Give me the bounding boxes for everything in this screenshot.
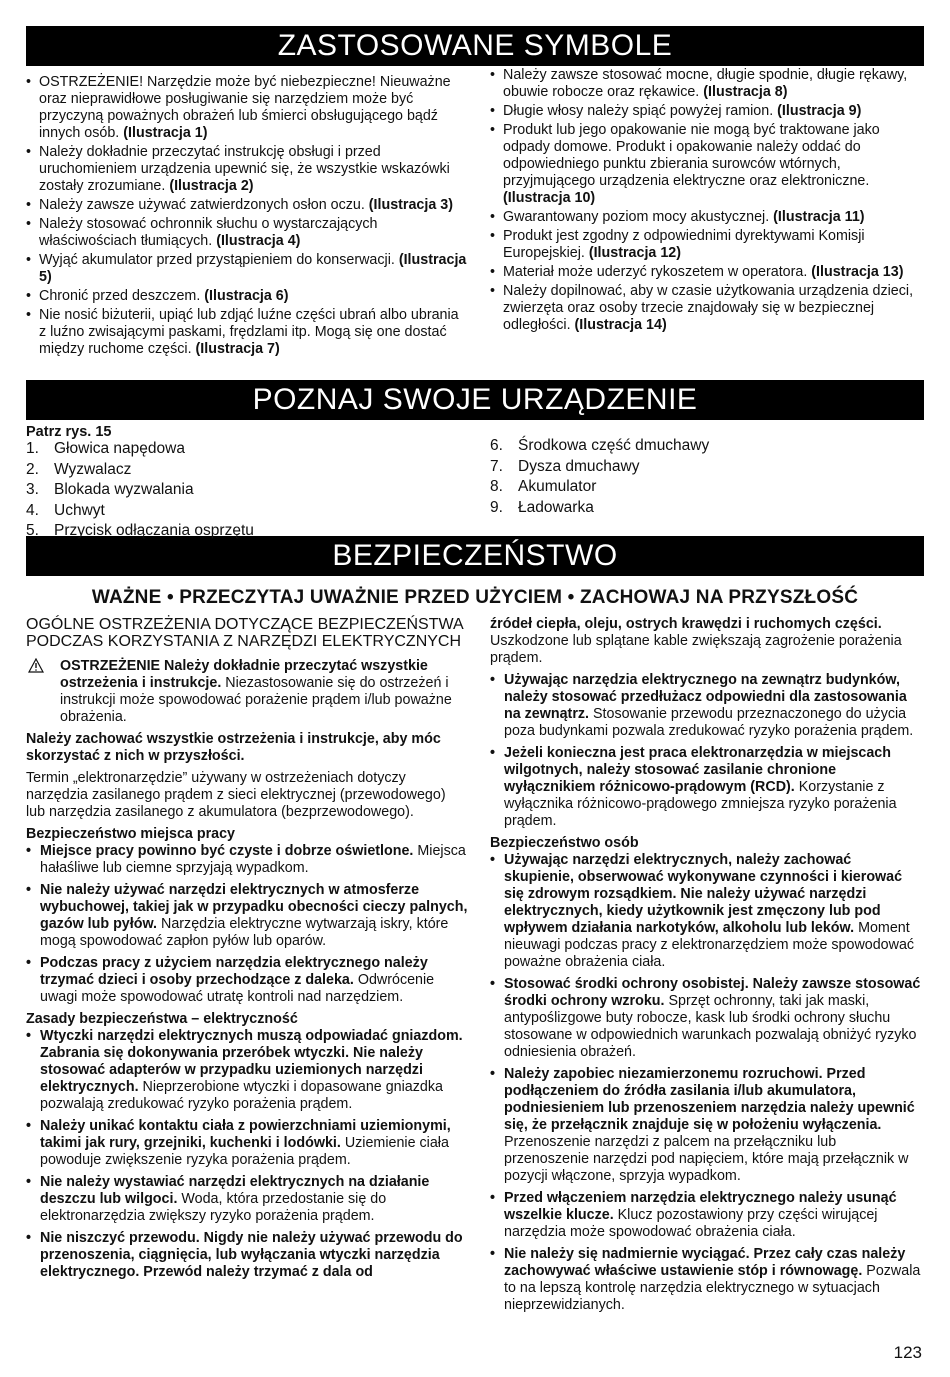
list-item: • Stosować środki ochrony osobistej. Należy zawsze stosować środki ochrony wzroku. Sprzęt ochronny, taki jak maski, antypoślizgowe buty robocze, kask lub środki ochrony słuchu stosowane w odpowiednich warunkach pozwalają obniżyć ryzyko odniesienia obrażeń. (490, 976, 924, 1061)
general-warnings-heading: OGÓLNE OSTRZEŻENIA DOTYCZĄCE BEZPIECZEŃSTWA PODCZAS KORZYSTANIA Z NARZĘDZI ELEKTRYCZNYCH (26, 616, 463, 650)
list-item: • Należy dokładnie przeczytać instrukcję obsługi i przed uruchomieniem urządzenia upewnić się, że wszystkie wskazówki zostały zrozumiane. (Ilustracja 2) (26, 144, 468, 195)
part-item: 4. Uchwyt (26, 501, 105, 519)
list-item: • Nie należy wystawiać narzędzi elektrycznych na działanie deszczu lub wilgoci. Woda, która przedostanie się do elektronarzędzia zwiększy ryzyko porażenia prądem. (26, 1174, 468, 1225)
list-item: • Przed włączeniem narzędzia elektrycznego należy usunąć wszelkie klucze. Klucz pozostawiony przy części wirującej narzędzia może spowodować obrażenia ciała. (490, 1190, 924, 1241)
list-item: • Podczas pracy z użyciem narzędzia elektrycznego należy trzymać dzieci i osoby przechodzące z daleka. Odwrócenie uwagi może spowodować utratę kontroli nad narzędziem. (26, 955, 468, 1006)
warning-text: Niezastosowanie się do ostrzeżeń i instrukcji może spowodować porażenie prądem i/lub poważne obrażenia. (60, 675, 452, 725)
symbols-section (26, 67, 924, 380)
personal-safety-list (490, 852, 924, 1314)
list-item: • Materiał może uderzyć rykoszetem w operatora. (Ilustracja 13) (490, 264, 924, 281)
electric-list (26, 1028, 468, 1281)
list-item: • Długie włosy należy spiąć powyżej ramion. (Ilustracja 9) (490, 103, 924, 120)
list-item: • Wtyczki narzędzi elektrycznych muszą odpowiadać gniazdom. Zabrania się dokonywania przeróbek wtyczki. Nie należy stosować adapterów w przypadku uziemionych narzędzi elektrycznych. Nieprzerobione wtyczki i dopasowane gniazdka pozwalają zredukować ryzyko porażenia prądem. (26, 1028, 468, 1113)
part-item: 5. Przycisk odłączania osprzętu (26, 522, 254, 539)
list-item: • Należy zawsze używać zatwierdzonych osłon oczu. (Ilustracja 3) (26, 197, 468, 214)
manual-page (26, 26, 924, 1319)
term-note: Termin „elektronarzędzie” używany w ostrzeżeniach dotyczy narzędzia zasilanego prądem z sieci elektrycznej (przewodowego) lub narzędzia zasilanego z akumulatora (bezprzewodowego). (26, 770, 446, 820)
symbols-list-left (26, 74, 468, 358)
symbols-list-right (490, 67, 924, 334)
list-item: • Należy stosować ochronnik słuchu o wystarczających właściwościach tłumiących. (Ilustracja 4) (26, 216, 468, 250)
symbols-title: ZASTOSOWANE SYMBOLE (26, 26, 924, 66)
figure-reference: Patrz rys. 15 (26, 424, 112, 440)
continuation-text: źródeł ciepła, oleju, ostrych krawędzi i ruchomych części. Uszkodzone lub splątane kable zwiększają zagrożenie porażenia prądem. (490, 616, 902, 666)
work-area-title: Bezpieczeństwo miejsca pracy (26, 826, 235, 842)
part-item: 6. Środkowa część dmuchawy (490, 437, 710, 454)
safety-title: BEZPIECZEŃSTWO (26, 536, 924, 576)
page-number: 123 (893, 1343, 922, 1362)
list-item: • Należy dopilnować, aby w czasie użytkowania urządzenia dzieci, zwierzęta oraz osoby trzecie znajdowały się w bezpiecznej odległości. (Ilustracja 14) (490, 283, 924, 334)
list-item: • OSTRZEŻENIE! Narzędzie może być niebezpieczne! Nieuważne oraz nieprawidłowe posługiwanie się narzędziem może być przyczyną poważnych obrażeń lub śmierci obsługującego bądź innych osób. (Ilustracja 1) (26, 74, 468, 142)
part-item: 3. Blokada wyzwalania (26, 481, 194, 498)
personal-title: Bezpieczeństwo osób (490, 835, 639, 851)
list-item: • Wyjąć akumulator przed przystąpieniem do konserwacji. (Ilustracja 5) (26, 252, 468, 286)
list-item: • Produkt jest zgodny z odpowiednimi dyrektywami Komisji Europejskiej. (Ilustracja 12) (490, 228, 924, 262)
electric-list-right (490, 672, 924, 830)
safety-section (26, 610, 924, 1319)
list-item: • Używając narzędzia elektrycznego na zewnątrz budynków, należy stosować przedłużacz odpowiedni dla zastosowania na zewnątrz. Stosowanie przewodu przeznaczonego do użycia poza budynkami pozwala zredukować ryzyko porażenia prądem. (490, 672, 924, 740)
parts-list-right (490, 436, 924, 542)
list-item: • Należy zapobiec niezamierzonemu rozruchowi. Przed podłączeniem do źródła zasilania i/lub akumulatora, podniesieniem lub przenoszeniem narzędzia należy upewnić się, że przełącznik znajduje się w położeniu wyłączenia. Przenoszenie narzędzi z palcem na przełączniku lub przenoszenie narzędzi pod napięciem, które mają przełącznik w pozycji włączone, sprzyja wypadkom. (490, 1066, 924, 1185)
warning-block (26, 658, 468, 726)
important-notice: WAŻNE • PRZECZYTAJ UWAŻNIE PRZED UŻYCIEM • ZACHOWAJ NA PRZYSZŁOŚĆ (91, 587, 859, 608)
list-item: • Miejsce pracy powinno być czyste i dobrze oświetlone. Miejsca hałaśliwe lub ciemne sprzyjają wypadkom. (26, 843, 468, 877)
device-title: POZNAJ SWOJE URZĄDZENIE (26, 380, 924, 420)
parts-list-left (26, 439, 468, 542)
part-item: 7. Dysza dmuchawy (490, 457, 640, 475)
part-item: 9. Ładowarka (490, 498, 594, 516)
list-item: • Należy unikać kontaktu ciała z powierzchniami uziemionymi, takimi jak rury, grzejniki, kuchenki i lodówki. Uziemienie ciała powoduje zwiększenie ryzyka porażenia prądem. (26, 1118, 468, 1169)
keep-note: Należy zachować wszystkie ostrzeżenia i instrukcje, aby móc skorzystać z nich w przyszłości. (26, 731, 441, 764)
electric-title: Zasady bezpieczeństwa – elektryczność (26, 1011, 298, 1027)
list-item: • Nie należy używać narzędzi elektrycznych w atmosferze wybuchowej, takiej jak w przypadku obecności cieczy palnych, gazów lub pyłów. Narzędzia elektryczne wytwarzają iskry, które mogą spowodować zapłon pyłów lub oparów. (26, 882, 468, 950)
list-item: • Nie nosić biżuterii, upiąć lub zdjąć luźne części ubrań albo ubrania z luźno zwisającymi paskami, frędzlami itp. Mogą się one dostać między ruchome części. (Ilustracja 7) (26, 307, 468, 358)
list-item: • Nie niszczyć przewodu. Nigdy nie należy używać przewodu do przenoszenia, ciągnięcia, lub wyłączania wtyczki narzędzia elektrycznego. Przewód należy trzymać z dala od (26, 1230, 468, 1281)
warning-bold: OSTRZEŻENIE Należy dokładnie przeczytać wszystkie ostrzeżenia i instrukcje. (60, 658, 428, 691)
list-item: • Jeżeli konieczna jest praca elektronarzędzia w miejscach wilgotnych, należy stosować zasilanie chronione wyłącznikiem różnicowo-prądowym (RCD). Korzystanie z wyłącznika różnicowo-prądowego zmniejsza ryzyko porażenia prądem. (490, 745, 924, 830)
list-item: • Gwarantowany poziom mocy akustycznej. (Ilustracja 11) (490, 209, 924, 226)
list-item: • Nie należy się nadmiernie wyciągać. Przez cały czas należy zachowywać właściwe ustawienie stóp i równowagę. Pozwala to na lepszą kontrolę narzędzia elektrycznego w sytuacjach nieprzewidzianych. (490, 1246, 924, 1314)
part-item: 1. Głowica napędowa (26, 440, 185, 457)
list-item: • Chronić przed deszczem. (Ilustracja 6) (26, 288, 468, 305)
device-section (26, 424, 924, 539)
list-item: • Używając narzędzi elektrycznych, należy zachować skupienie, obserwować wykonywane czynności i kierować się zdrowym rozsądkiem. Nie należy używać narzędzi elektrycznych, kiedy użytkownik jest zmęczony lub pod wpływem działania narkotyków, alkoholu lub leków. Moment nieuwagi podczas pracy z elektronarzędziem może spowodować poważne obrażenia ciała. (490, 852, 924, 971)
work-area-list (26, 843, 468, 1006)
warning-triangle-icon (28, 658, 44, 673)
part-item: 8. Akumulator (490, 478, 597, 495)
list-item: • Należy zawsze stosować mocne, długie spodnie, długie rękawy, obuwie robocze oraz rękawice. (Ilustracja 8) (490, 67, 924, 101)
part-item: 2. Wyzwalacz (26, 460, 132, 478)
list-item: • Produkt lub jego opakowanie nie mogą być traktowane jako odpady domowe. Produkt i opakowanie należy oddać do odpowiedniego punktu zbierania surowców wtórnych, przyjmującego urządzenia elektryczne oraz elektroniczne. (Ilustracja 10) (490, 122, 924, 207)
